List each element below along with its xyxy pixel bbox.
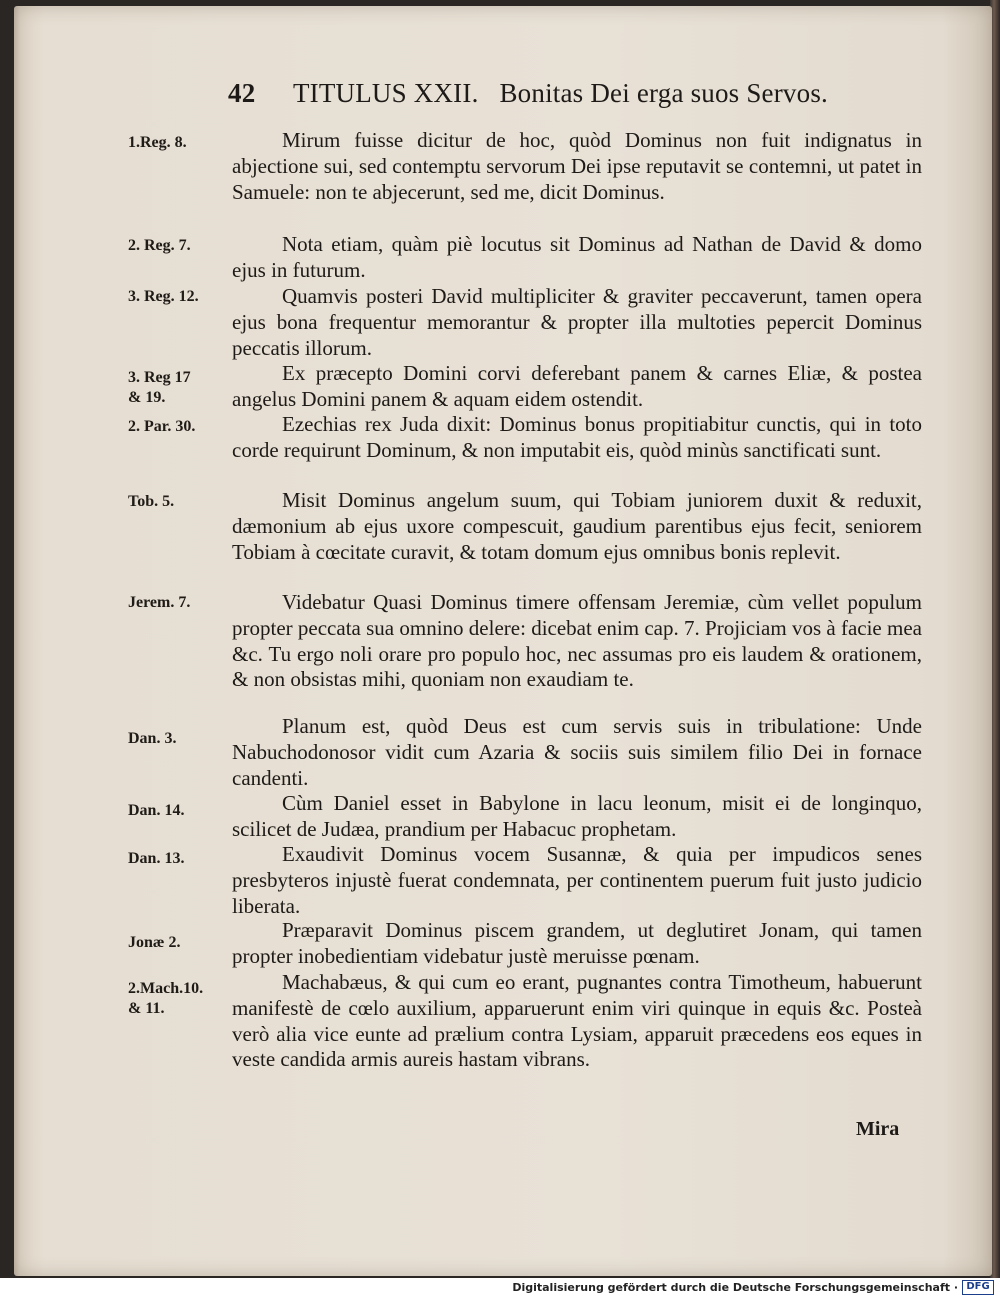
- catchword: Mira: [856, 1118, 900, 1140]
- margin-reference: Dan. 3.: [128, 730, 177, 747]
- book-page: [14, 6, 992, 1276]
- margin-reference: 1.Reg. 8.: [128, 134, 187, 151]
- margin-reference: 2. Par. 30.: [128, 418, 196, 435]
- paragraph: Planum est, quòd Deus est cum servis suis in tribulatione: Unde Nabuchodonosor vidit cum Azaria & sociis suis similem filio Dei in fornace candenti.: [232, 714, 922, 790]
- paragraph: Ezechias rex Juda dixit: Dominus bonus propitiabitur cunctis, qui in toto corde requirunt Dominum, & non imputabit eis, quòd minùs sanctificati sunt.: [232, 412, 922, 462]
- margin-reference: 3. Reg 17 & 19.: [128, 369, 191, 406]
- paragraph: Præparavit Dominus piscem grandem, ut deglutiret Jonam, qui tamen propter inobedientiam videbatur justè meruisse pœnam.: [232, 918, 922, 968]
- paragraph: Misit Dominus angelum suum, qui Tobiam juniorem duxit & reduxit, dæmonium ab ejus uxore compescuit, gaudium parentibus ejus fecit, seniorem Tobiam à cœcitate curavit, & totam domum ejus omnibus bonis replevit.: [232, 488, 922, 564]
- dfg-logo-icon: DFG: [962, 1280, 994, 1295]
- running-head: [228, 78, 888, 109]
- paragraph: Videbatur Quasi Dominus timere offensam Jeremiæ, cùm vellet populum propter peccata sua omnino delere: dicebat enim cap. 7. Projiciam vos à facie mea &c. Tu ergo noli orare pro populo hoc, nec assumas pro eis laudem & orationem, & non obsistas mihi, quoniam non exaudiam te.: [232, 590, 922, 692]
- margin-reference: 2. Reg. 7.: [128, 237, 191, 254]
- paragraph: Nota etiam, quàm piè locutus sit Dominus ad Nathan de David & domo ejus in futurum.: [232, 232, 922, 282]
- paragraph: Quamvis posteri David multipliciter & graviter peccaverunt, tamen opera ejus bona frequentur memorantur & propter illa multoties pepercit Dominus peccatis illorum.: [232, 284, 922, 360]
- page-title: TITULUS XXII.: [292, 78, 479, 108]
- margin-reference: 2.Mach.10. & 11.: [128, 980, 204, 1017]
- margin-reference: Dan. 13.: [128, 850, 185, 867]
- funding-credit: Digitalisierung gefördert durch die Deutsche Forschungsgemeinschaft ·: [512, 1281, 958, 1294]
- page-number: 42: [228, 78, 256, 108]
- paragraph: Machabæus, & qui cum eo erant, pugnantes contra Timotheum, habuerunt manifestè de cœlo auxilium, apparuerunt enim viri quinque in equis &c. Posteà verò alia vice eunte ad prælium contra Lysiam, apparuit præcedens eos eques in veste candida armis aureis hastam vibrans.: [232, 970, 922, 1072]
- margin-reference: Tob. 5.: [128, 493, 175, 510]
- paragraph: Mirum fuisse dicitur de hoc, quòd Dominus non fuit indignatus in abjectione sui, sed contemptu servorum Dei ipse reputavit se contemni, ut patet in Samuele: non te abjecerunt, sed me, dicit Dominus.: [232, 128, 922, 204]
- digitization-footer: [0, 1278, 1000, 1298]
- margin-reference: Jerem. 7.: [128, 594, 191, 611]
- margin-reference: Jonæ 2.: [128, 934, 181, 951]
- paragraph: Exaudivit Dominus vocem Susannæ, & quia per impudicos senes presbyteros injustè fuerat condemnata, per continentem puerum fuit justo judicio liberata.: [232, 842, 922, 918]
- paragraph: Cùm Daniel esset in Babylone in lacu leonum, misit ei de longinquo, scilicet de Judæa, prandium per Habacuc prophetam.: [232, 791, 922, 841]
- page-subtitle: Bonitas Dei erga suos Servos.: [499, 78, 828, 108]
- margin-reference: Dan. 14.: [128, 802, 185, 819]
- margin-reference: 3. Reg. 12.: [128, 288, 199, 305]
- paragraph: Ex præcepto Domini corvi deferebant panem & carnes Eliæ, & postea angelus Domini panem & aquam eidem ostendit.: [232, 361, 922, 411]
